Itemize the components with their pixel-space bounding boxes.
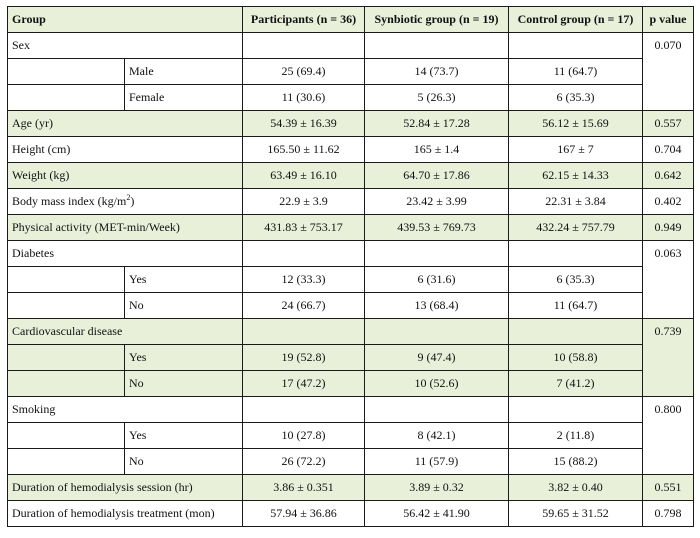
cell-participants: 26 (72.2) xyxy=(243,449,365,475)
cell-synbiotic: 13 (68.4) xyxy=(365,293,509,319)
p-value: 0.949 xyxy=(643,215,694,241)
table-row xyxy=(8,501,694,527)
header-control: Control group (n = 17) xyxy=(509,7,643,33)
sub-label: No xyxy=(125,371,243,397)
cell-control: 432.24 ± 757.79 xyxy=(509,215,643,241)
table-row xyxy=(8,85,694,111)
p-value: 0.704 xyxy=(643,137,694,163)
cell-synbiotic: 9 (47.4) xyxy=(365,345,509,371)
p-value: 0.402 xyxy=(643,189,694,215)
cell-synbiotic: 3.89 ± 0.32 xyxy=(365,475,509,501)
table-row xyxy=(8,449,694,475)
cell-synbiotic: 52.84 ± 17.28 xyxy=(365,111,509,137)
table-row xyxy=(8,475,694,501)
p-value: 0.557 xyxy=(643,111,694,137)
cell-control: 62.15 ± 14.33 xyxy=(509,163,643,189)
cell-synbiotic: 10 (52.6) xyxy=(365,371,509,397)
row-label: Physical activity (MET-min/Week) xyxy=(8,215,243,241)
bmi-label-sup: 2 xyxy=(126,193,131,202)
cell-participants: 431.83 ± 753.17 xyxy=(243,215,365,241)
cell-control: 3.82 ± 0.40 xyxy=(509,475,643,501)
cell-participants: 12 (33.3) xyxy=(243,267,365,293)
sub-label: Female xyxy=(125,85,243,111)
p-value: 0.070 xyxy=(643,33,694,111)
row-label: Duration of hemodialysis session (hr) xyxy=(8,475,243,501)
table-row xyxy=(8,267,694,293)
cell-participants: 25 (69.4) xyxy=(243,59,365,85)
sub-label: No xyxy=(125,293,243,319)
cell-control: 6 (35.3) xyxy=(509,85,643,111)
cell-synbiotic: 14 (73.7) xyxy=(365,59,509,85)
cell-participants: 3.86 ± 0.351 xyxy=(243,475,365,501)
row-label xyxy=(8,189,243,215)
p-value: 0.800 xyxy=(643,397,694,475)
cell-control: 22.31 ± 3.84 xyxy=(509,189,643,215)
cell-participants: 11 (30.6) xyxy=(243,85,365,111)
row-label: Cardiovascular disease xyxy=(8,319,243,345)
table-row xyxy=(8,345,694,371)
header-synbiotic: Synbiotic group (n = 19) xyxy=(365,7,509,33)
header-row xyxy=(8,7,694,33)
table-row xyxy=(8,111,694,137)
cell-synbiotic: 11 (57.9) xyxy=(365,449,509,475)
p-value: 0.063 xyxy=(643,241,694,319)
cell-synbiotic: 23.42 ± 3.99 xyxy=(365,189,509,215)
p-value: 0.739 xyxy=(643,319,694,397)
cell-synbiotic: 8 (42.1) xyxy=(365,423,509,449)
header-group: Group xyxy=(8,7,243,33)
cell-control: 11 (64.7) xyxy=(509,293,643,319)
cell-control: 56.12 ± 15.69 xyxy=(509,111,643,137)
row-label: Diabetes xyxy=(8,241,243,267)
row-label: Sex xyxy=(8,33,243,59)
cell-participants: 54.39 ± 16.39 xyxy=(243,111,365,137)
table-row xyxy=(8,137,694,163)
sub-label: Yes xyxy=(125,345,243,371)
sub-label: Yes xyxy=(125,423,243,449)
table-row xyxy=(8,371,694,397)
p-value: 0.551 xyxy=(643,475,694,501)
cell-synbiotic: 56.42 ± 41.90 xyxy=(365,501,509,527)
sub-label: No xyxy=(125,449,243,475)
header-participants: Participants (n = 36) xyxy=(243,7,365,33)
cell-control: 10 (58.8) xyxy=(509,345,643,371)
row-label: Smoking xyxy=(8,397,243,423)
bmi-label-text: Body mass index (kg/m xyxy=(12,194,127,208)
cell-participants: 19 (52.8) xyxy=(243,345,365,371)
cell-participants: 57.94 ± 36.86 xyxy=(243,501,365,527)
cell-participants: 17 (47.2) xyxy=(243,371,365,397)
cell-participants: 165.50 ± 11.62 xyxy=(243,137,365,163)
p-value: 0.798 xyxy=(643,501,694,527)
cell-synbiotic: 6 (31.6) xyxy=(365,267,509,293)
cell-participants: 10 (27.8) xyxy=(243,423,365,449)
row-label: Duration of hemodialysis treatment (mon) xyxy=(8,501,243,527)
row-label: Weight (kg) xyxy=(8,163,243,189)
table-row xyxy=(8,397,694,423)
header-pvalue: p value xyxy=(643,7,694,33)
row-label: Height (cm) xyxy=(8,137,243,163)
cell-control: 167 ± 7 xyxy=(509,137,643,163)
cell-participants: 63.49 ± 16.10 xyxy=(243,163,365,189)
table-container xyxy=(7,6,694,527)
table-row xyxy=(8,163,694,189)
sub-label: Yes xyxy=(125,267,243,293)
table-row xyxy=(8,59,694,85)
table-row xyxy=(8,33,694,59)
p-value: 0.642 xyxy=(643,163,694,189)
cell-control: 6 (35.3) xyxy=(509,267,643,293)
cell-participants: 22.9 ± 3.9 xyxy=(243,189,365,215)
cell-synbiotic: 439.53 ± 769.73 xyxy=(365,215,509,241)
table-row xyxy=(8,189,694,215)
cell-control: 7 (41.2) xyxy=(509,371,643,397)
table-row xyxy=(8,215,694,241)
cell-participants: 24 (66.7) xyxy=(243,293,365,319)
cell-synbiotic: 165 ± 1.4 xyxy=(365,137,509,163)
table-row xyxy=(8,241,694,267)
cell-control: 11 (64.7) xyxy=(509,59,643,85)
table-row xyxy=(8,293,694,319)
cell-control: 2 (11.8) xyxy=(509,423,643,449)
cell-synbiotic: 5 (26.3) xyxy=(365,85,509,111)
row-label: Age (yr) xyxy=(8,111,243,137)
bmi-label-end: ) xyxy=(130,194,135,208)
cell-synbiotic: 64.70 ± 17.86 xyxy=(365,163,509,189)
sub-label: Male xyxy=(125,59,243,85)
baseline-characteristics-table xyxy=(7,6,694,527)
cell-control: 59.65 ± 31.52 xyxy=(509,501,643,527)
table-row xyxy=(8,319,694,345)
table-row xyxy=(8,423,694,449)
cell-control: 15 (88.2) xyxy=(509,449,643,475)
